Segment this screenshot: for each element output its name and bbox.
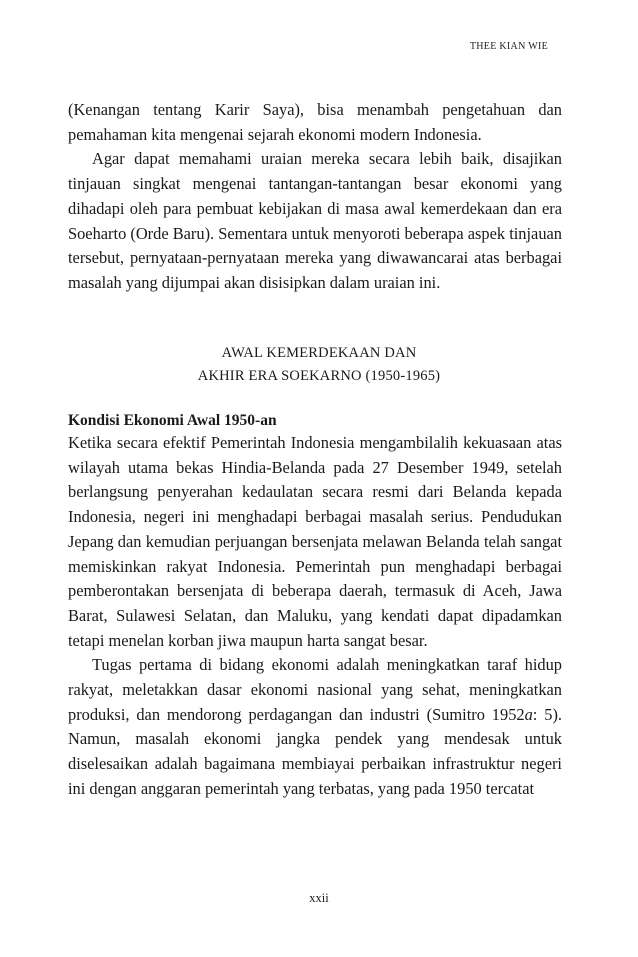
section-heading-line-2: AKHIR ERA SOEKARNO (1950-1965) [197, 368, 441, 384]
running-head: THEE KIAN WIE [469, 41, 548, 52]
body-paragraph-2-part-1: Tugas pertama di bidang ekonomi adalah meningkatkan taraf hidup rakyat, meletakkan dasar ekonomi nasional yang sehat, meningkatkan produksi, dan mendorong perdagangan dan industri (Sumitro 1952 [68, 655, 562, 724]
section-heading-line-1: AWAL KEMERDEKAAN DAN [221, 345, 417, 361]
intro-text-block [68, 98, 562, 296]
body-paragraph-1: Ketika secara efektif Pemerintah Indonesia mengambilalih kekuasaan atas wilayah utama bekas Hindia-Belanda pada 27 Desember 1949, setelah berlangsung penyerahan kedaulatan secara resmi dari Belanda kepada Indonesia, negeri ini menghadapi berbagai masalah serius. Pendudukan Jepang dan kemudian perjuangan bersenjata melawan Belanda telah sangat memiskinkan rakyat Indonesia. Pemerintah pun menghadapi berbagai pemberontakan bersenjata di beberapa daerah, termasuk di Aceh, Jawa Barat, Sulawesi Selatan, dan Maluku, yang kendati dapat dipadamkan tetapi menelan korban jiwa maupun harta sangat besar. [68, 433, 562, 650]
main-text-block [68, 431, 562, 802]
intro-paragraph-1: (Kenangan tentang Karir Saya), bisa menambah pengetahuan dan pemahaman kita mengenai sejarah ekonomi modern Indonesia. [68, 100, 562, 144]
section-heading [0, 342, 638, 388]
body-paragraph-2 [68, 653, 562, 801]
intro-paragraph-2: Agar dapat memahami uraian mereka secara lebih baik, disajikan tinjauan singkat mengenai tantangan-tantangan besar ekonomi yang dihadapi oleh para pembuat kebijakan di masa awal kemerdekaan dan era Soeharto (Orde Baru). Sementara untuk menyoroti beberapa aspek tinjauan tersebut, pernyataan-pernyataan mereka yang diwawancarai atas berbagai masalah yang dijumpai akan disisipkan dalam uraian ini. [68, 149, 562, 292]
citation-suffix: a [524, 704, 533, 724]
page-number: xxii [309, 891, 329, 905]
body-paragraph-2-part-2: : 5). Namun, masalah ekonomi jangka pendek yang mendesak untuk diselesaikan adalah bagaimana membiayai perbaikan infrastruktur negeri ini dengan anggaran pemerintah yang terbatas, yang pada 1950 tercatat [68, 704, 562, 798]
subsection-heading: Kondisi Ekonomi Awal 1950-an [68, 412, 277, 429]
